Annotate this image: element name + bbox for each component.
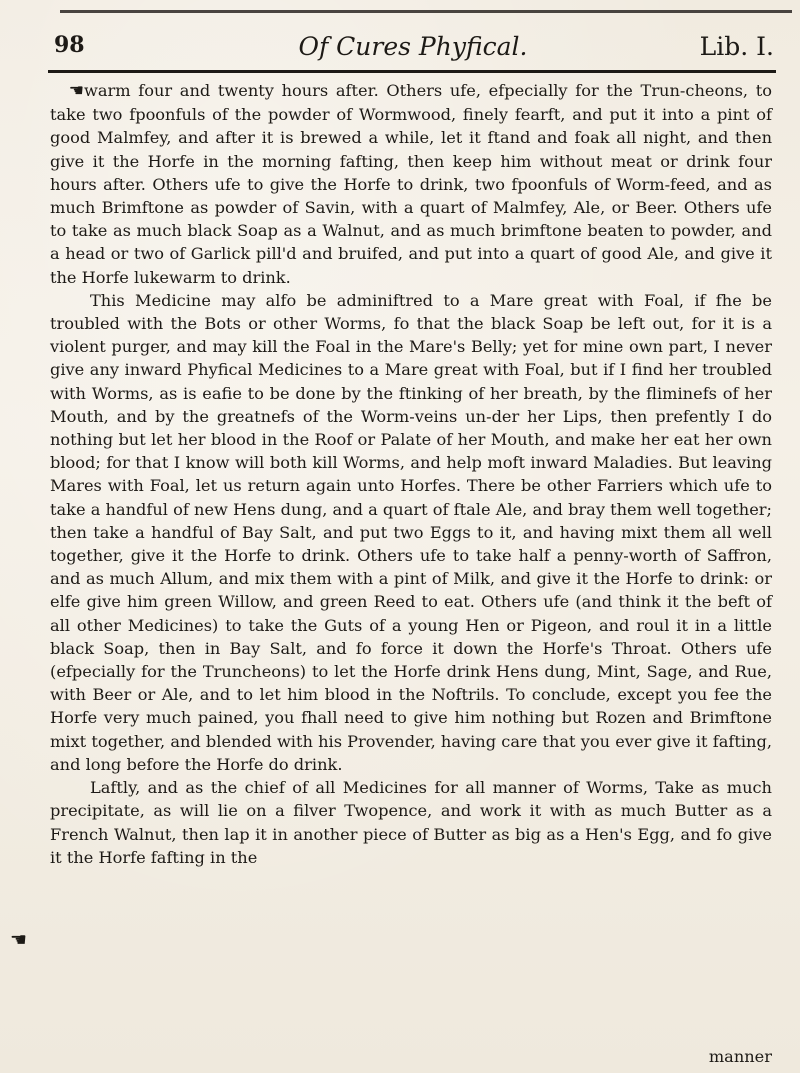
paragraph-1 [50,79,772,289]
running-title: Of Cures Phyfical. [298,32,528,61]
body-text [50,79,772,869]
top-border-rule [60,10,792,13]
page-header [52,32,774,72]
header-rule [48,70,776,73]
page-number: 98 [54,32,85,58]
book-reference: Lib. I. [699,32,774,61]
paragraph-2: This Medicine may alfo be adminiftred to a Mare great with Foal, if fhe be troubled with the Bots or other Worms, fo that the black Soap be left out, for it is a violent purger, and may kill the Foal in the Mare's Belly; yet for mine own part, I never give any inward Phyfical Medicines to a Mare great with Foal, but if I find her troubled with Worms, as is eafie to be done by the ftinking of her breath, by the fliminefs of her Mouth, and by the greatnefs of the Worm-veins un-der her Lips, then prefently I do nothing but let her blood in the Roof or Palate of her Mouth, and make her eat her own blood; for that I know will both kill Worms, and help moft inward Maladies. But leaving Mares with Foal, let us return again unto Horfes. There be other Farriers which ufe to take a handful of new Hens dung, and a quart of ftale Ale, and bray them well together; then take a handful of Bay Salt, and put two Eggs to it, and having mixt them all well together, give it the Horfe to drink. Others ufe to take half a penny-worth of Saffron, and as much Allum, and mix them with a pint of Milk, and give it the Horfe to drink: or elfe give him green Willow, and green Reed to eat. Others ufe (and think it the beft of all other Medicines) to take the Guts of a young Hen or Pigeon, and roul it in a little black Soap, then in Bay Salt, and fo force it down the Horfe's Throat. Others ufe (efpecially for the Truncheons) to let the Horfe drink Hens dung, Mint, Sage, and Rue, with Beer or Ale, and to let him blood in the Noftrils. To conclude, except you fee the Horfe very much pained, you fhall need to give him nothing but Rozen and Brimftone mixt together, and blended with his Provender, having care that you ever give it fafting, and long before the Horfe do drink. [50,290,772,774]
paragraph-1-text: warm four and twenty hours after. Others ufe, efpecially for the Trun-cheons, to take two fpoonfuls of the powder of Wormwood, finely fearft, and put it into a pint of good Malmfey, and after it is brewed a while, let it ftand and foak all night, and then give it the Horfe in the morning fafting, then keep him without meat or drink four hours after. Others ufe to give the Horfe to drink, two fpoonfuls of Worm-feed, and as much Brimftone as powder of Savin, with a quart of Malmfey, Ale, or Beer. Others ufe to take as much black Soap as a Walnut, and as much brimftone beaten to powder, and a head or two of Garlick pill'd and bruifed, and put into a quart of good Ale, and give it the Horfe lukewarm to drink. [50,81,772,287]
margin-manicule-icon: ☛ [10,929,28,951]
catchword: manner [708,1047,772,1066]
paragraph-3: Laftly, and as the chief of all Medicines for all manner of Worms, Take as much precipitate, as will lie on a filver Twopence, and work it with as much Butter as a French Walnut, then lap it in another piece of Butter as big as a Hen's Egg, and fo give it the Horfe fafting in the [50,778,772,867]
manicule-icon: ☛ [68,81,84,101]
